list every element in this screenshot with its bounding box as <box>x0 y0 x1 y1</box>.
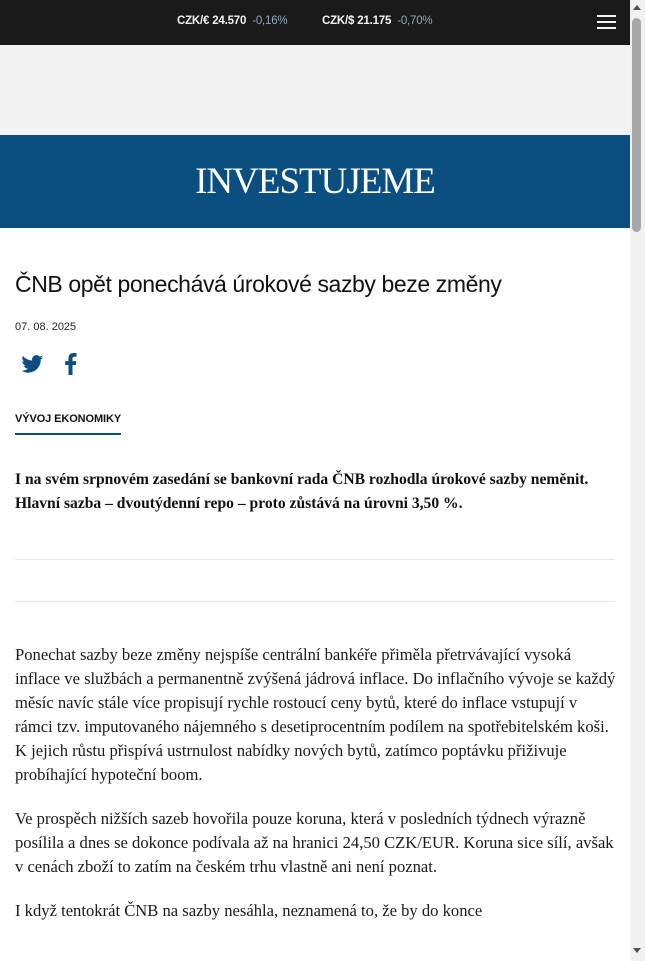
ad-placeholder <box>0 45 630 135</box>
site-logo[interactable]: INVESTUJEME <box>195 161 435 202</box>
paragraph: Ponechat sazby beze změny nejspíše centrální bankéře přiměla přetrvávající vysoká inflace ve službách a permanentně zvýšená jádrová inflace. Do inflačního vývoje se každý měsíc navíc stále více propisují rychle rostoucí ceny bytů, které do inflace vstupují v rámci tzv. imputovaného nájemného s desetiprocentním podílem na spotřebitelském koši. K jejich růstu přispívá ustrnulost nabídky nových bytů, zatímco poptávku přiživuje probíhající hypoteční boom. <box>15 645 616 784</box>
vertical-scrollbar[interactable] <box>630 0 645 961</box>
divider <box>15 601 615 602</box>
scroll-up-arrow[interactable] <box>633 5 641 10</box>
scroll-thumb[interactable] <box>632 18 641 232</box>
scroll-down-arrow[interactable] <box>633 948 641 953</box>
article-body <box>15 643 618 943</box>
paragraph: Ve prospěch nižších sazeb hovořila pouze koruna, která v posledních týdnech výrazně posílila a dnes se dokonce podívala až na hranici 24,50 CZK/EUR. Koruna sice sílí, avšak v cenách zboží to zatím na českém trhu vlastně ani není poznat. <box>15 809 614 876</box>
facebook-icon[interactable] <box>63 353 78 375</box>
article-title: ČNB opět ponechává úrokové sazby beze změny <box>15 271 502 297</box>
ticker-eur-change: -0,16% <box>252 15 288 27</box>
divider <box>15 559 615 560</box>
currency-ticker-bar <box>0 0 630 45</box>
ticker-eur[interactable] <box>177 15 287 27</box>
paragraph: I když tentokrát ČNB na sazby nesáhla, neznamená to, že by do konce <box>15 901 483 920</box>
category-tag[interactable]: VÝVOJ EKONOMIKY <box>15 413 121 435</box>
article-date: 07. 08. 2025 <box>15 321 77 333</box>
twitter-icon[interactable] <box>21 353 44 375</box>
hamburger-icon[interactable] <box>596 13 618 31</box>
ticker-eur-rate: CZK/€ 24.570 <box>177 15 247 27</box>
ticker-usd-change: -0,70% <box>397 15 433 27</box>
brand-header <box>0 135 630 228</box>
ticker-usd[interactable] <box>322 15 432 27</box>
ticker-usd-rate: CZK/$ 21.175 <box>322 15 392 27</box>
article-perex: I na svém srpnovém zasedání se bankovní rada ČNB rozhodla úrokové sazby neměnit. Hlavní sazba – dvoutýdenní repo – proto zůstává na úrovni 3,50 %. <box>15 471 589 512</box>
